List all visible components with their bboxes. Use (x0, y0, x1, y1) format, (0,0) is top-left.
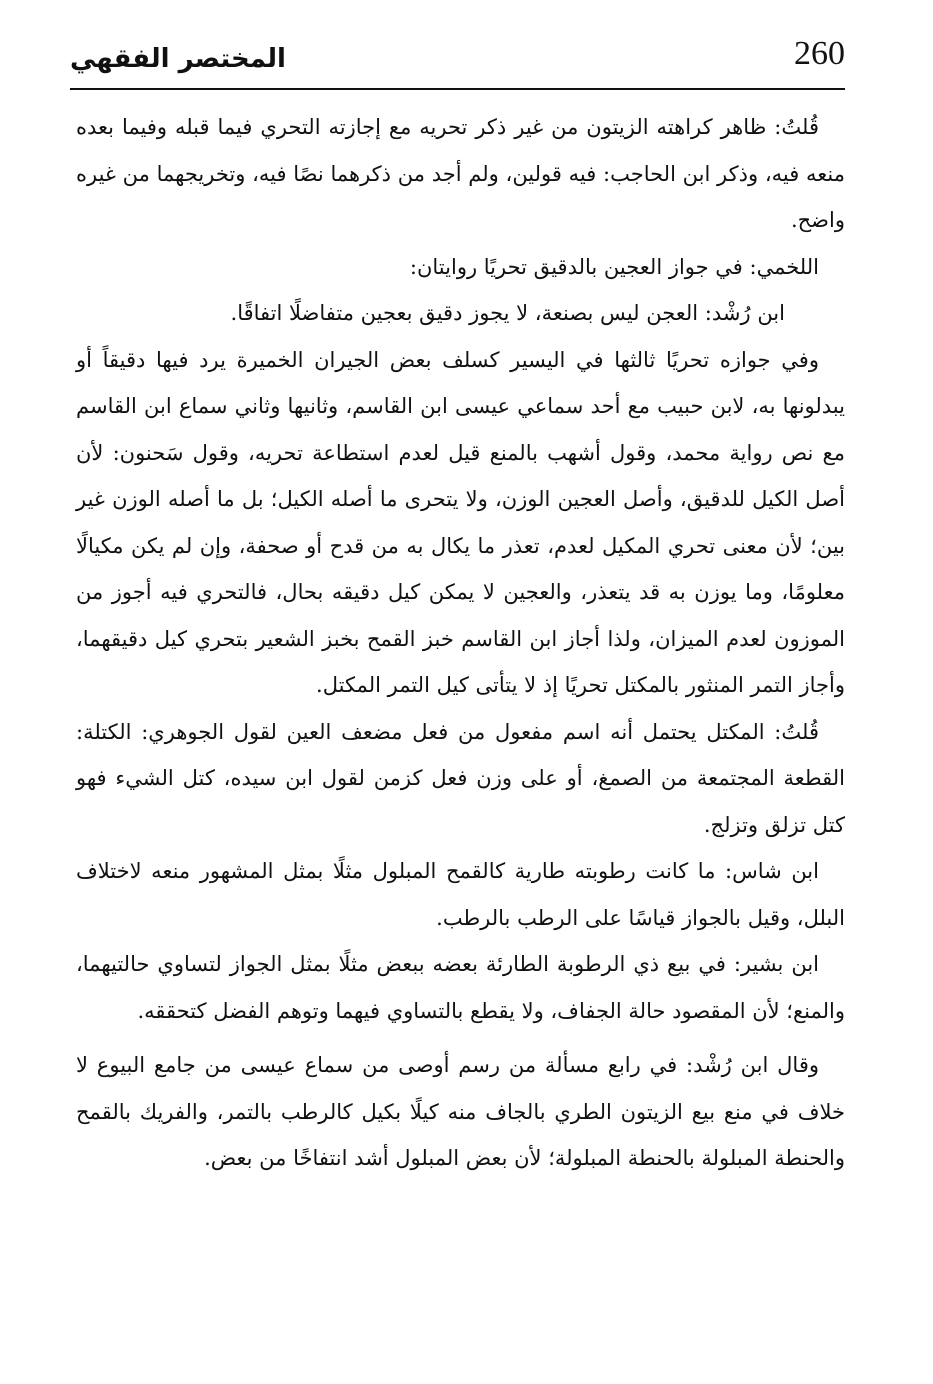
paragraph: وفي جوازه تحريًا ثالثها في اليسير كسلف بعض الجيران الخميرة يرد فيها دقيقاً أو يبدلونها به، لابن حبيب مع أحد سماعي عيسى ابن القاسم، وثانيها وثاني سماع ابن القاسم مع نص رواية محمد، وقول أشهب بالمنع قيل لعدم استطاعة تحريه، وقول سَحنون: لأن أصل الكيل للدقيق، وأصل العجين الوزن، ولا يتحرى ما أصله الكيل؛ بل ما أصله الوزن غير بين؛ لأن معنى تحري المكيل لعدم، تعذر ما يكال به من قدح أو صحفة، وإن لم يكن مكيالًا معلومًا، وما يوزن به قد يتعذر، والعجين لا يمكن كيل دقيقه بحال، فالتحري فيه أجوز من الموزون لعدم الميزان، ولذا أجاز ابن القاسم خبز القمح بخبز الشعير بتحري كيل دقيقهما، وأجاز التمر المنثور بالمكتل تحريًا إذ لا يتأتى كيل التمر المكتل. (76, 347, 845, 697)
page-number: 260 (794, 35, 845, 72)
paragraph: قُلتُ: المكتل يحتمل أنه اسم مفعول من فعل مضعف العين لقول الجوهري: الكتلة: القطعة المجتمعة من الصمغ، أو على وزن فعل كزمن لقول ابن سيده، كتل الشيء فهو كتل تزلق وتزلج. (76, 719, 845, 837)
paragraph: قُلتُ: ظاهر كراهته الزيتون من غير ذكر تحريه مع إجازته التحري فيما قبله وفيما بعده منعه فيه، وذكر ابن الحاجب: فيه قولين، ولم أجد من ذكرهما نصًا فيه، وتخريجهما من غيره واضح. (76, 115, 845, 232)
paragraph: وقال ابن رُشْد: في رابع مسألة من رسم أوصى من سماع عيسى من جامع البيوع لا خلاف في منع بيع الزيتون الطري بالجاف منه كيلًا بكيل كالرطب بالتمر، والفريك بالقمح والحنطة المبلولة بالحنطة المبلولة؛ لأن بعض المبلول أشد انتفاخًا من بعض. (76, 1053, 845, 1170)
paragraph: ابن شاس: ما كانت رطوبته طارية كالقمح المبلول مثلًا بمثل المشهور منعه لاختلاف البلل، وقيل بالجواز قياسًا على الرطب بالرطب. (76, 859, 845, 930)
page-header (70, 28, 845, 90)
header-divider (70, 88, 845, 90)
running-title: المختصر الفقهي (70, 44, 286, 74)
page-body (76, 104, 845, 1182)
paragraph: ابن رُشْد: العجن ليس بصنعة، لا يجوز دقيق بعجين متفاضلًا اتفاقًا. (230, 301, 785, 325)
paragraph: اللخمي: في جواز العجين بالدقيق تحريًا روايتان: (409, 254, 819, 279)
paragraph: ابن بشير: في بيع ذي الرطوبة الطارئة بعضه ببعض مثلًا بمثل الجواز لتساوي حالتيهما، والمنع؛ لأن المقصود حالة الجفاف، ولا يقطع بالتساوي فيهما وتوهم الفضل كتحققه. (76, 952, 845, 1023)
